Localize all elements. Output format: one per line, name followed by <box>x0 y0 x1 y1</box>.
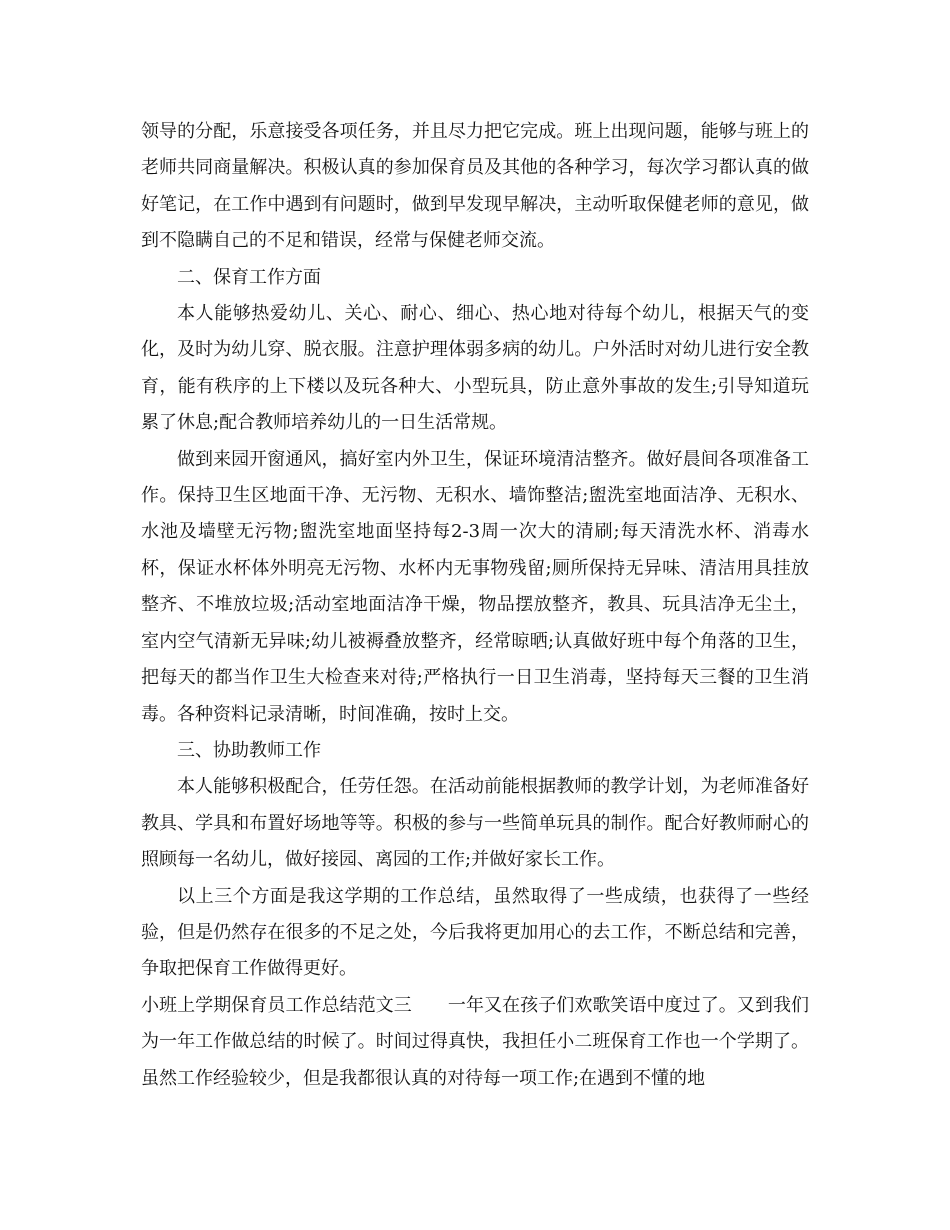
section-heading-childcare: 二、保育工作方面 <box>177 266 321 288</box>
paragraph-summary: 以上三个方面是我这学期的工作总结，虽然取得了一些成绩，也获得了一些经验，但是仍然存在很多的不足之处，今后我将更加用心的去工作，不断总结和完善，争取把保育工作做得更好。 <box>141 885 809 980</box>
paragraph-assist-teacher: 本人能够积极配合，任劳任怨。在活动前能根据教师的教学计划，为老师准备好教具、学具和布置好场地等等。积极的参与一些简单玩具的制作。配合好教师耐心的照顾每一名幼儿，做好接园、离园的工作;并做好家长工作。 <box>141 776 809 871</box>
document-body <box>141 114 809 1097</box>
paragraph-hygiene: 做到来园开窗通风，搞好室内外卫生，保证环境清洁整齐。做好晨间各项准备工作。保持卫生区地面干净、无污物、无积水、墙饰整洁;盥洗室地面洁净、无积水、水池及墙壁无污物;盥洗室地面坚持每2-3周一次大的清刷;每天清洗水杯、消毒水杯，保证水杯体外明亮无污物、水杯内无事物残留;厕所保持无异味、清洁用具挂放整齐、不堆放垃圾;活动室地面洁净干燥，物品摆放整齐，教具、玩具洁净无尘土，室内空气清新无异味;幼儿被褥叠放整齐，经常晾晒;认真做好班中每个角落的卫生，把每天的都当作卫生大检查来对待;严格执行一日卫生消毒，坚持每天三餐的卫生消毒。各种资料记录清晰，时间准确，按时上交。 <box>141 448 809 725</box>
section-heading-assist-teacher: 三、协助教师工作 <box>177 739 321 761</box>
paragraph-childcare-care: 本人能够热爱幼儿、关心、耐心、细心、热心地对待每个幼儿，根据天气的变化，及时为幼儿穿、脱衣服。注意护理体弱多病的幼儿。户外活时对幼儿进行安全教育，能有秩序的上下楼以及玩各种大、小型玩具，防止意外事故的发生;引导知道玩累了休息;配合教师培养幼儿的一日生活常规。 <box>141 303 809 434</box>
next-article-title: 小班上学期保育员工作总结范文三 <box>141 994 412 1016</box>
next-article-opening: 一年又在孩子们欢歌笑语中度过了。又到我们为一年工作做总结的时候了。时间过得真快，我担任小二班保育工作也一个学期了。虽然工作经验较少，但是我都很认真的对待每一项工作;在遇到不懂的地 <box>141 994 810 1089</box>
paragraph-duties-intro: 领导的分配，乐意接受各项任务，并且尽力把它完成。班上出现问题，能够与班上的老师共同商量解决。积极认真的参加保育员及其他的各种学习，每次学习都认真的做好笔记，在工作中遇到有问题时，做到早发现早解决，主动听取保健老师的意见，做到不隐瞒自己的不足和错误，经常与保健老师交流。 <box>141 121 809 252</box>
paragraph-next-article <box>141 988 809 1097</box>
